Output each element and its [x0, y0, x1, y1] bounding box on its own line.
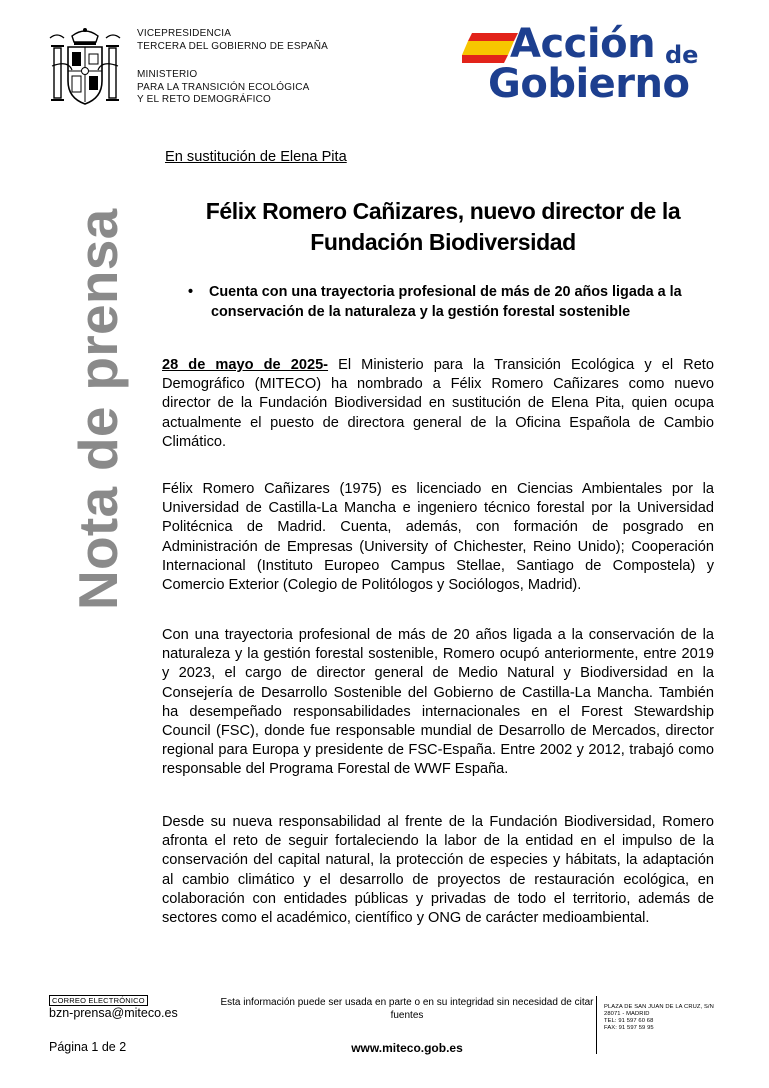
logo-word-de: de: [665, 41, 699, 69]
address-line-4: FAX: 91 597 59 95: [604, 1025, 654, 1031]
spain-coat-of-arms-icon: [48, 26, 122, 114]
address-line-2: 28071 - MADRID: [604, 1011, 650, 1017]
bullet-line-2: conservación de la naturaleza y la gestión forestal sostenible: [211, 303, 631, 320]
accion-de-gobierno-logo: [462, 21, 712, 110]
paragraph-4: Desde su nueva responsabilidad al frente de la Fundación Biodiversidad, Romero afronta el reto de seguir fortaleciendo la labor de la entidad en el impulso de la conservación del capital natural, la protección de especies y hábitats, la adaptación al cambio climático y el desarrollo de proyectos de restauración ecológica, en colaboración con entidades públicas y privadas de todo el territorio, además de sectores como el académico, científico y ONG de carácter medioambiental.: [162, 814, 714, 927]
bullet-line-1: Cuenta con una trayectoria profesional de más de 20 años ligada a la: [209, 284, 682, 300]
headline-line-2: Fundación Biodiversidad: [310, 229, 576, 255]
org-line-2: TERCERA DEL GOBIERNO DE ESPAÑA: [137, 40, 329, 52]
bullet-dot-icon: •: [188, 284, 194, 300]
email-label: CORREO ELECTRÓNICO: [49, 995, 148, 1006]
paragraph-1: [162, 356, 714, 452]
usage-note: [212, 996, 602, 1022]
paragraph-2: Félix Romero Cañizares (1975) es licenciado en Ciencias Ambientales por la Universidad de Castilla-La Mancha e ingeniero técnico forestal por la Universidad Politécnica de Madrid. Cuenta, además, con formación de posgrado en Administración de Empresas (University of Chichester, Reino Unido); Cooperación Internacional (Instituto Europeo Campus Stellae, Santiago de Compostela) y Comercio Exterior (Colegio de Politólogos y Sociólogos, Madrid).: [162, 481, 714, 594]
ministry-block: [137, 69, 397, 107]
summary-bullet: [188, 283, 728, 322]
side-label: Nota de prensa: [67, 208, 129, 610]
headline-line-1: Félix Romero Cañizares, nuevo director de la: [205, 198, 681, 224]
address-line-1: PLAZA DE SAN JUAN DE LA CRUZ, S/N: [604, 1004, 714, 1010]
ministry-line-1: MINISTERIO: [137, 69, 198, 80]
address-line-3: TEL: 91 597 60 68: [604, 1018, 654, 1024]
usage-note-line-1: Esta información puede ser usada en parte o en su integridad sin necesidad de citar: [220, 997, 594, 1008]
ministry-line-3: Y EL RETO DEMOGRÁFICO: [137, 94, 272, 105]
dateline: 28 de mayo de 2025-: [162, 357, 329, 373]
address-block: [604, 1004, 714, 1032]
headline: [160, 196, 726, 258]
usage-note-line-2: fuentes: [390, 1010, 424, 1021]
email-address[interactable]: bzn-prensa@miteco.es: [49, 1006, 178, 1020]
paragraph-1-text: El Ministerio para la Transición Ecológica y el Reto Demográfico (MITECO) ha nombrado a Félix Romero Cañizares como nuevo director de la Fundación Biodiversidad en sustitución de Elena Pita, quien ocupa actualmente el puesto de directora general de la Oficina Española de Cambio Climático.: [162, 357, 714, 450]
logo-word-accion: Acción: [510, 21, 656, 67]
side-label-container: [66, 208, 130, 610]
ministry-line-2: PARA LA TRANSICIÓN ECOLÓGICA: [137, 81, 310, 93]
paragraph-3: Con una trayectoria profesional de más de 20 años ligada a la conservación de la naturaleza y la gestión forestal sostenible, Romero ocupó anteriormente, entre 2019 y 2023, el cargo de director general de Medio Natural y Biodiversidad en la Consejería de Desarrollo Sostenible del Gobierno de Castilla-La Mancha. También ha desempeñado responsabilidades internacionales en el Forest Stewardship Council (FSC), donde fue responsable mundial de Desarrollo de Mercados, director regional para Europa y presidente de FSC-España. Entre 2002 y 2012, trabajó como responsable del Programa Forestal de WWF España.: [162, 627, 714, 778]
vicepresidency-block: [137, 28, 397, 53]
org-line-1: VICEPRESIDENCIA: [137, 28, 232, 39]
logo-word-gobierno: Gobierno: [488, 61, 690, 107]
kicker: En sustitución de Elena Pita: [165, 149, 347, 165]
page-number: Página 1 de 2: [49, 1040, 127, 1054]
coat-of-arms: [48, 26, 122, 114]
website-link[interactable]: www.miteco.gob.es: [351, 1041, 463, 1055]
